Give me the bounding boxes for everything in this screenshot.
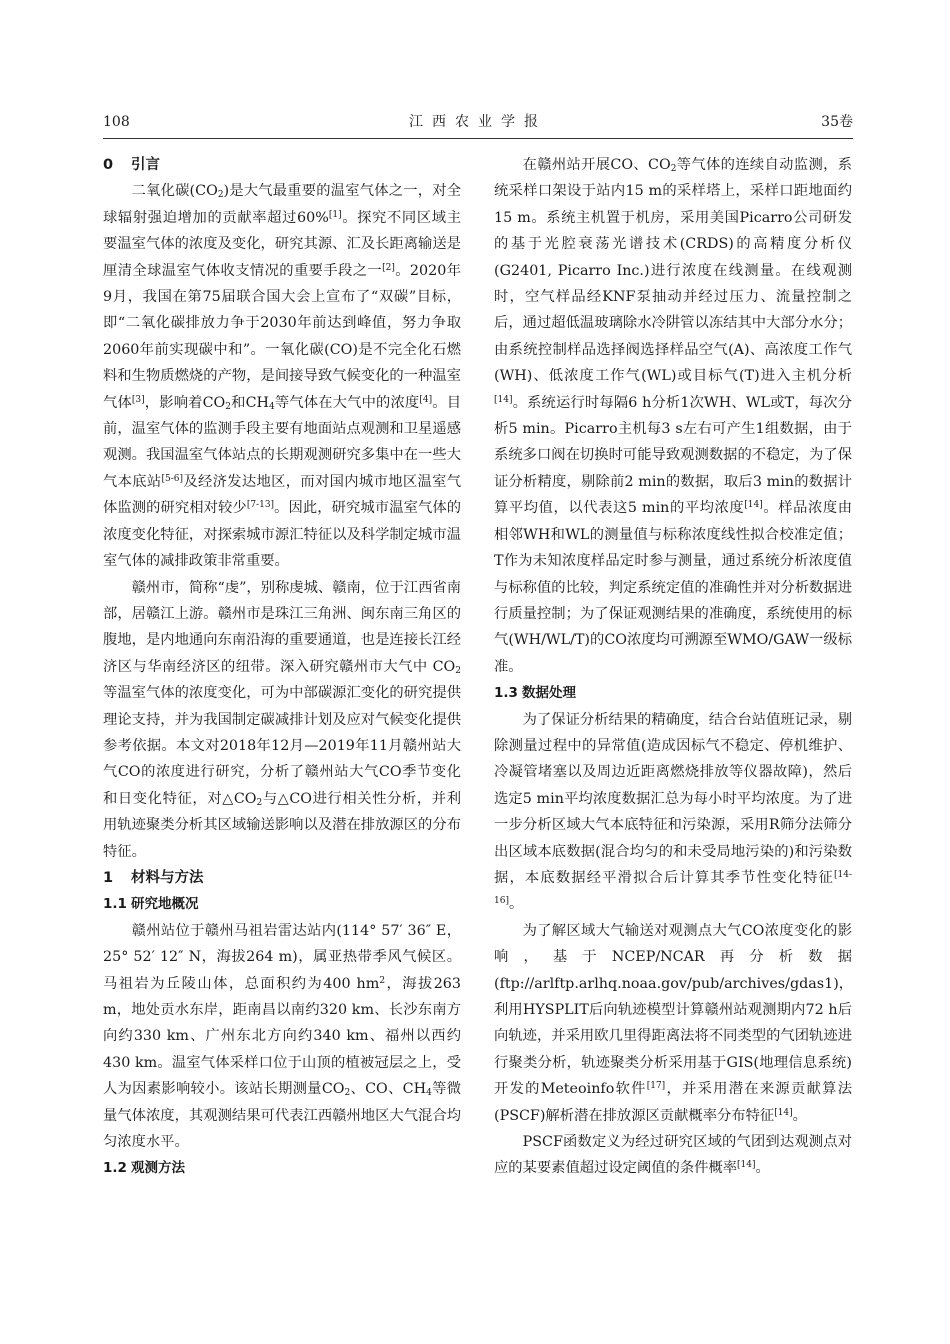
citation-ref: [14-16] [494,869,852,907]
section-number: 0 [103,157,114,173]
citation-ref: [3] [131,394,145,405]
subsection-title: 研究地概况 [131,896,199,913]
text-run: )是大气最重要的温室气体之一，对全球辐射强迫增加的贡献率超过60% [103,183,461,226]
citation-ref: [5-6] [161,473,184,484]
text-run: 赣州站位于赣州马祖岩雷达站内(114° 57′ 36″ E，25° 52′ 12″ N，海拔264 m)，属亚热带季风气候区。马祖岩为丘陵山体，总面积约为400 hm [103,922,461,992]
subscript: 2 [670,164,677,174]
text-run: 及经济发达地区，而对国内城市地区温室气体监测的研究相对较少 [103,473,462,517]
text-run: 。2020年9月，我国在第75届联合国大会上宣布了“双碳”目标，即“二氧化碳排放力争于2030年前达到峰值，努力争取2060年前实现碳中和”。一氧化碳(CO)是不完全化石燃料和生物质燃烧的产物，是间接导致气候变化的一种温室气体 [103,262,461,411]
text-run: 。样品浓度由相邻WH和WL的测量值与标称浓度线性拟合校准定值；T作为未知浓度样品定时参与测量，通过系统分析浓度值与标称值的比较，判定系统定值的准确性并对分析数据进行质量控制；为了保证观测结果的准确度，系统使用的标气(WH/WL/T)的CO浓度均可溯源至WMO/GAW一级标准。 [494,500,852,675]
subscript: 2 [256,797,263,808]
citation-ref: [1] [328,209,342,220]
subscript: 2 [455,665,461,676]
paragraph [494,918,852,1129]
citation-ref: [17] [646,1081,666,1092]
citation-ref: [4] [419,394,433,405]
text-run: ，并采用潜在来源贡献算法(PSCF)解析潜在排放源区贡献概率分布特征 [494,1081,852,1124]
journal-title: 江西农业学报 [409,114,547,130]
subsection-heading [103,1155,461,1181]
section-heading-intro [103,152,461,178]
text-run: 赣州市，简称“虔”，别称虔城、赣南，位于江西省南部，居赣江上游。赣州市是珠江三角洲、闽东南三角区的腹地，是内地通向东南沿海的重要通道，也是连接长江经济区与华南经济区的纽带。深入研究赣州市大气中 CO [103,579,461,675]
page-number: 108 [103,114,130,130]
subscript: 4 [426,1088,432,1099]
subscript: 2 [225,401,231,412]
text-run: ，海拔263 m，地处贡水东岸，距南昌以南约320 km、长沙东南方向约330 km、广州东北方向约340 km、福州以西约430 km。温室气体采样口位于山顶的植被冠层之上，受人为因素影响较小。该站长期测量CO [103,975,461,1098]
paragraph [494,707,852,918]
left-column [103,152,461,1182]
citation-ref: [14] [774,1107,793,1118]
text-run: 二氧化碳(CO [131,183,218,200]
text-run: 等温室气体的浓度变化，可为中部碳源汇变化的研究提供理论支持，并为我国制定碳减排计划及应对气候变化提供参考依据。本文对2018年12月—2019年11月赣州站大气CO的浓度进行研究，分析了赣州站大气CO季节变化和日变化特征，对△CO [103,685,461,807]
citation-ref: [7-13] [246,500,275,511]
running-header [103,112,853,134]
text-run: 与△CO进行相关性分析，并利用轨迹聚类分析其区域输送影响以及潜在排放源区的分布特征。 [103,790,462,860]
volume-label: 35卷 [821,114,853,130]
section-heading-methods [103,865,461,891]
text-run: 。因此，研究城市温室气体的浓度变化特征，对探索城市源汇特征以及科学制定城市温室气体的减排政策非常重要。 [103,500,462,570]
text-run: 。系统运行时每隔6 h分析1次WH、WL或T，每次分析5 min。Picarro主机每3 s左右可产生1组数据，由于系统多口阀在切换时可能导致观测数据的不稳定，为了保证分析精度，剔除前2 min的数据，取后3 min的数据计算平均值，以代表这5 min的平均浓度 [494,394,852,517]
header-rule [103,138,853,139]
right-column [494,152,852,1182]
text-run: 。 [792,1107,807,1124]
text-run: PSCF函数定义为经过研究区域的气团到达观测点对应的某要素值超过设定阈值的条件概率 [494,1134,852,1177]
paragraph [103,178,461,574]
text-run: 、CO、CH [350,1081,427,1098]
text-run: 为了解区域大气输送对观测点大气CO浓度变化的影响，基于NCEP/NCAR再分析数据(ftp://arlftp.arlhq.noaa.gov/pub/archives/gdas1)，利用HYSPLIT后向轨迹模型计算赣州站观测期内72 h后向轨迹，并采用欧几里得距离法将不同类型的气团轨迹进行聚类分析，轨迹聚类分析采用基于GIS(地理信息系统)开发的Meteoinfo软件 [494,922,854,1098]
text-run: 和CH [231,394,270,411]
citation-ref: [14] [494,394,513,405]
text-run: 为了保证分析结果的精确度，结合台站值班记录，剔除测量过程中的异常值(造成因标气不稳定、停机维护、冷凝管堵塞以及周边近距离燃烧排放等仪器故障)，然后选定5 min平均浓度数据汇总为每小时平均浓度。为了进一步分析区域大气本底特征和污染源，采用R筛分法筛分出区域本底数据(混合均匀的和未受局地污染的)和污染数据，本底数据经平滑拟合后计算其季节性变化特征 [494,711,852,886]
text-run: 等气体的连续自动监测，系统采样口架设于站内15 m的采样塔上，采样口距地面约15 m。系统主机置于机房，采用美国Picarro公司研发的基于光腔衰荡光谱技术(CRDS)的高精度分析仪(G2401, Picarro Inc.)进行浓度在线测量。在线观测时，空气样品经KNF泵抽动并经过压力、流量控制之后，通过超低温玻璃除水冷阱管以冻结其中大部分水分；由系统控制样品选择阀选择样品空气(A)、高浓度工作气(WH)、低浓度工作气(WL)或目标气(T)进入主机分析 [494,157,853,385]
paragraph [494,1129,852,1182]
subscript: 4 [269,401,275,412]
citation-ref: [14] [737,1160,756,1171]
text-run: 等气体在大气中的浓度 [274,394,420,411]
text-run: 。 [508,896,524,913]
subsection-heading [494,680,852,706]
subsection-number: 1.2 [103,1160,127,1177]
text-run: 。探究不同区域主要温室气体的浓度及变化，研究其源、汇及长距离输送是厘清全球温室气体收支情况的重要手段之一 [103,209,461,279]
paragraph [103,918,461,1156]
paragraph [494,152,852,680]
text-run: 。 [755,1160,770,1177]
paragraph [103,575,461,865]
section-title: 材料与方法 [131,869,204,886]
citation-ref: [14] [744,500,763,511]
section-number: 1 [103,869,114,886]
subsection-title: 数据处理 [522,685,576,702]
section-title: 引言 [131,157,160,173]
subsection-number: 1.1 [103,896,127,913]
subscript: 2 [344,1088,351,1099]
text-run: 。目前，温室气体的监测手段主要有地面站点观测和卫星遥感观测。我国温室气体站点的长期观测研究多集中在一些大气本底站 [103,394,462,490]
subsection-title: 观测方法 [131,1160,185,1177]
subscript: 2 [217,190,224,201]
subsection-heading [103,891,461,917]
subsection-number: 1.3 [494,685,518,702]
text-run: 等微量气体浓度，其观测结果可代表江西赣州地区大气混合均匀浓度水平。 [103,1081,461,1151]
citation-ref: [2] [382,262,395,273]
text-run: ，影响着CO [144,394,226,411]
text-run: 在赣州站开展CO、CO [522,157,671,173]
citation-ref: 2 [379,975,386,986]
